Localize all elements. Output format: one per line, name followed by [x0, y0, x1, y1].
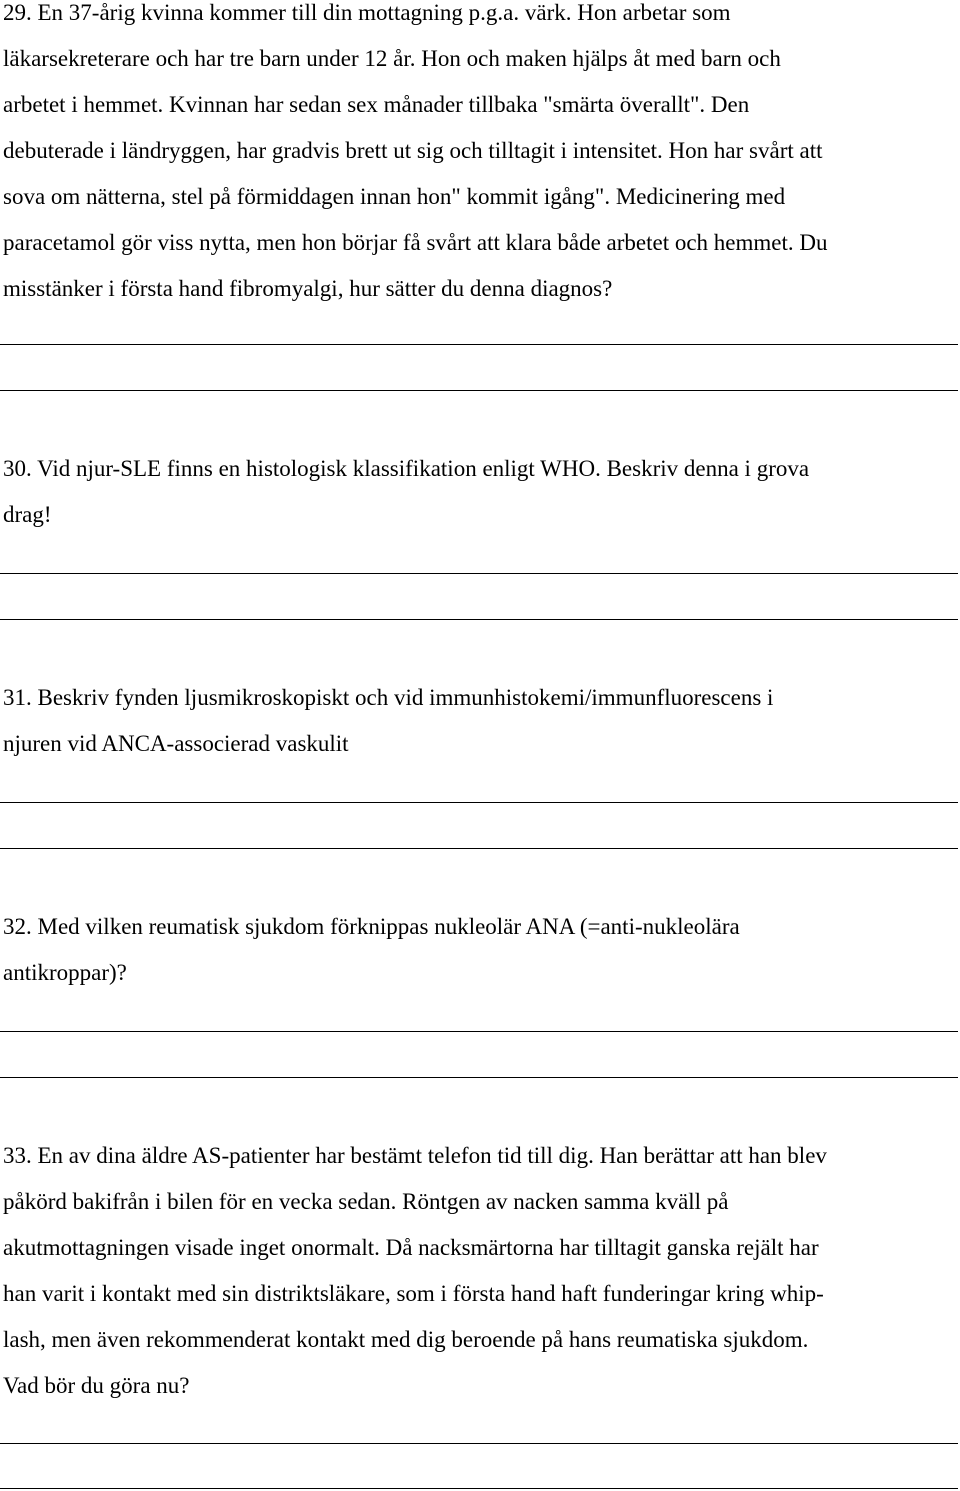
question-29-line-3: arbetet i hemmet. Kvinnan har sedan sex månader tillbaka "smärta överallt". Den	[3, 92, 750, 117]
question-29-line-7: misstänker i första hand fibromyalgi, hur sätter du denna diagnos?	[3, 276, 613, 301]
answer-line	[0, 573, 958, 574]
question-33-line-4: han varit i kontakt med sin distriktsläkare, som i första hand haft funderingar kring whip-	[3, 1281, 824, 1306]
question-32-line-1: 32. Med vilken reumatisk sjukdom förknippas nukleolär ANA (=anti-nukleolära	[3, 914, 740, 939]
question-30-line-2: drag!	[3, 502, 52, 527]
question-32-line-2: antikroppar)?	[3, 960, 127, 985]
question-29	[3, 0, 958, 312]
question-33-line-2: påkörd bakifrån i bilen för en vecka sedan. Röntgen av nacken samma kväll på	[3, 1189, 729, 1214]
answer-line	[0, 344, 958, 345]
question-31	[3, 675, 958, 767]
question-30-line-1: 30. Vid njur-SLE finns en histologisk klassifikation enligt WHO. Beskriv denna i grova	[3, 456, 810, 481]
question-29-line-4: debuterade i ländryggen, har gradvis brett ut sig och tilltagit i intensitet. Hon har svårt att	[3, 138, 823, 163]
question-31-line-1: 31. Beskriv fynden ljusmikroskopiskt och vid immunhistokemi/immunfluorescens i	[3, 685, 774, 710]
question-29-line-1: 29. En 37-årig kvinna kommer till din mottagning p.g.a. värk. Hon arbetar som	[3, 0, 731, 25]
answer-line	[0, 1031, 958, 1032]
question-31-line-2: njuren vid ANCA-associerad vaskulit	[3, 731, 349, 756]
answer-line	[0, 1488, 958, 1489]
question-29-line-6: paracetamol gör viss nytta, men hon börjar få svårt att klara både arbetet och hemmet. Du	[3, 230, 828, 255]
question-33	[3, 1133, 958, 1409]
question-32	[3, 904, 958, 996]
answer-line	[0, 848, 958, 849]
question-33-line-5: lash, men även rekommenderat kontakt med dig beroende på hans reumatiska sjukdom.	[3, 1327, 809, 1352]
question-30	[3, 446, 958, 538]
question-33-line-6: Vad bör du göra nu?	[3, 1373, 190, 1398]
answer-line	[0, 1443, 958, 1444]
answer-line	[0, 619, 958, 620]
answer-line	[0, 802, 958, 803]
question-33-line-3: akutmottagningen visade inget onormalt. Då nacksmärtorna har tilltagit ganska rejält har	[3, 1235, 819, 1260]
question-33-line-1: 33. En av dina äldre AS-patienter har bestämt telefon tid till dig. Han berättar att han blev	[3, 1143, 827, 1168]
answer-line	[0, 390, 958, 391]
question-29-line-2: läkarsekreterare och har tre barn under 12 år. Hon och maken hjälps åt med barn och	[3, 46, 781, 71]
question-29-line-5: sova om nätterna, stel på förmiddagen innan hon" kommit igång". Medicinering med	[3, 184, 786, 209]
answer-line	[0, 1077, 958, 1078]
